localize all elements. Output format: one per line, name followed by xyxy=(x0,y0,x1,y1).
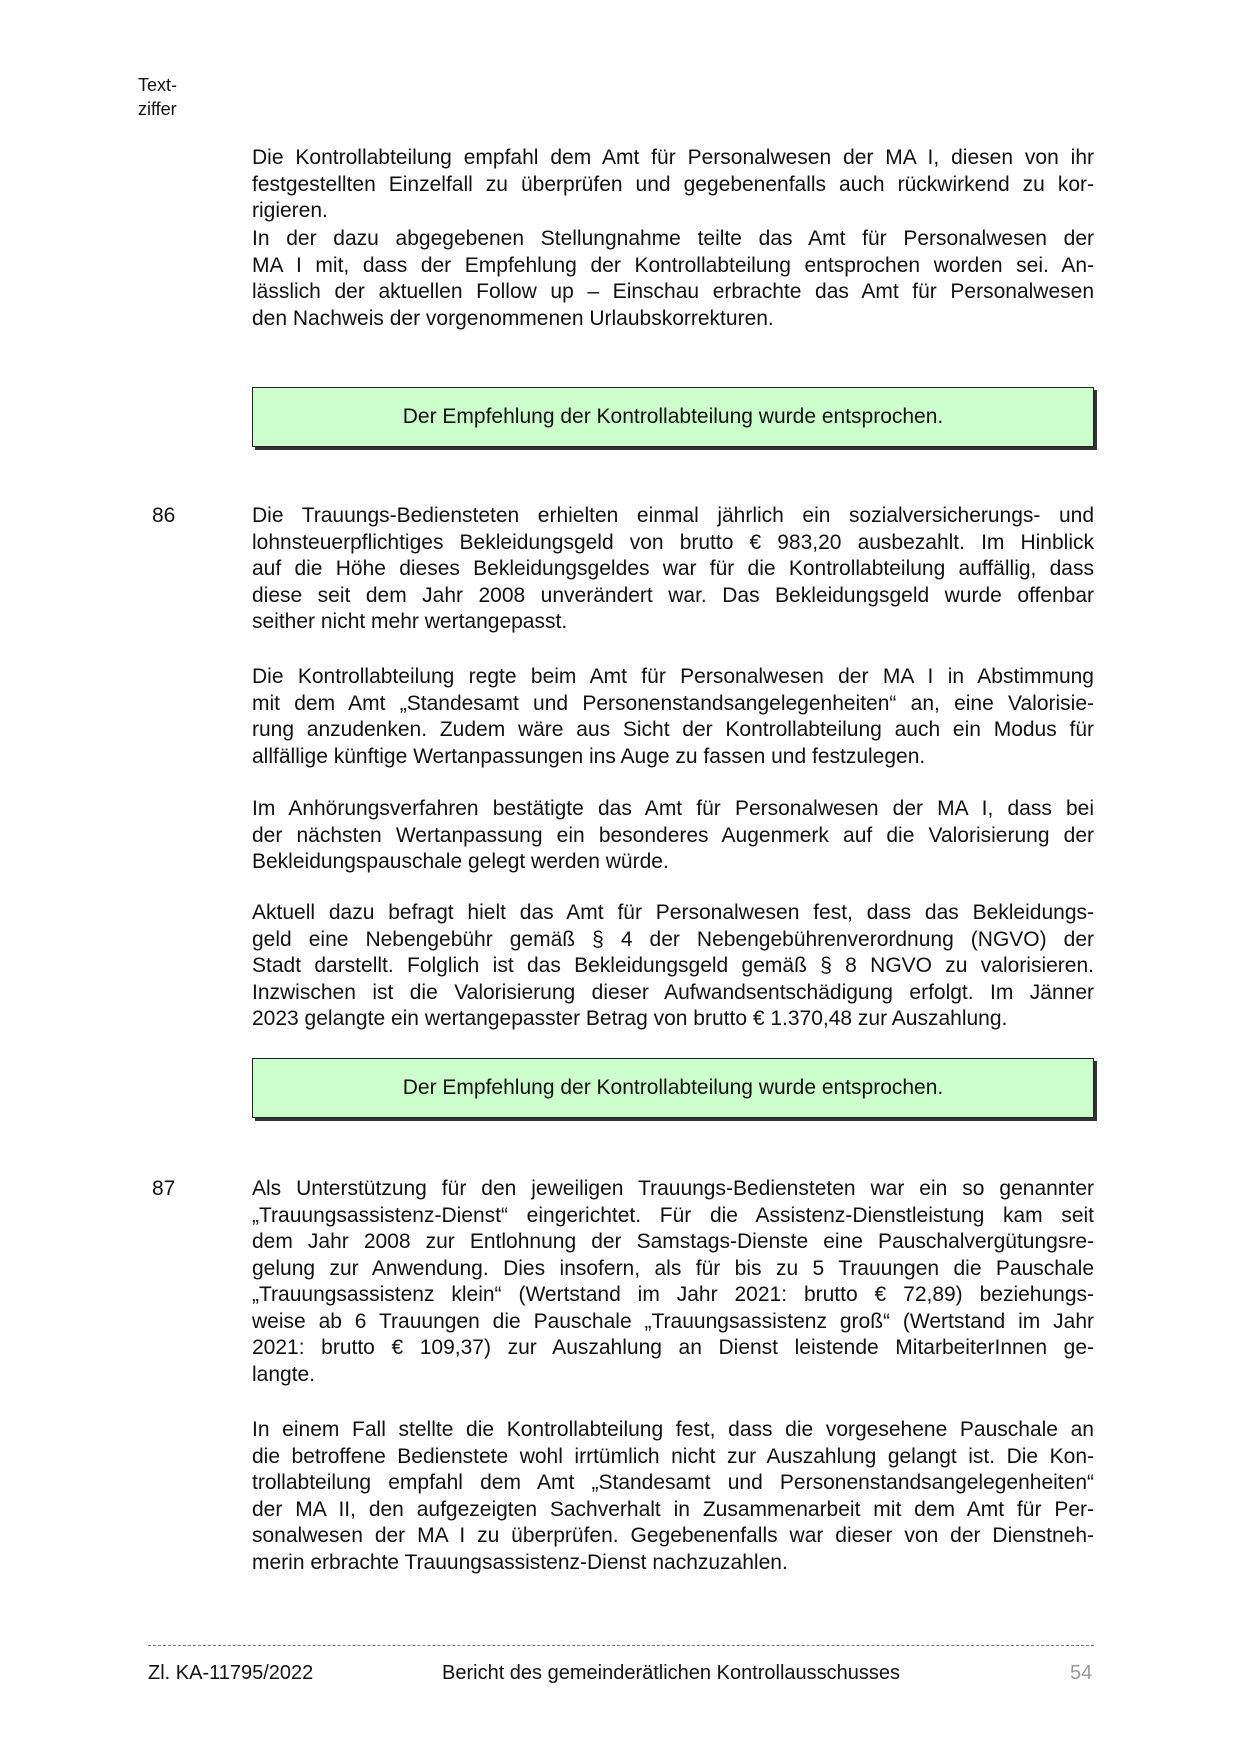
footer-report-title: Bericht des gemeinderätlichen Kontrollausschusses xyxy=(442,1662,901,1684)
textziffer-number: 86 xyxy=(152,504,176,527)
text-line: 2021: brutto € 109,37) zur Auszahlung an Dienst leistende MitarbeiterInnen ge- xyxy=(252,1336,1094,1359)
paragraph xyxy=(252,796,1094,876)
recommendation-status-box: Der Empfehlung der Kontrollabteilung wurde entsprochen. xyxy=(252,387,1094,447)
text-line: Inzwischen ist die Valorisierung dieser Aufwandsentschädigung erfolgt. Im Jänner xyxy=(252,980,1094,1004)
text-line: lohnsteuerpflichtiges Bekleidungsgeld von brutto € 983,20 ausbezahlt. Im Hinblick xyxy=(252,530,1094,554)
text-line: In der dazu abgegebenen Stellungnahme teilte das Amt für Personalwesen der xyxy=(252,227,1094,250)
paragraph xyxy=(252,503,1094,636)
text-line: seither nicht mehr wertangepasst. xyxy=(252,610,568,633)
page-number: 54 xyxy=(1070,1662,1093,1684)
text-line: Aktuell dazu befragt hielt das Amt für Personalwesen fest, dass das Bekleidungs- xyxy=(252,901,1094,924)
text-line: diese seit dem Jahr 2008 unverändert war. Das Bekleidungsgeld wurde offenbar xyxy=(252,583,1094,607)
text-line: geld eine Nebengebühr gemäß § 4 der Nebengebührenverordnung (NGVO) der xyxy=(252,927,1094,951)
text-line: der nächsten Wertanpassung ein besonderes Augenmerk auf die Valorisierung der xyxy=(252,823,1094,847)
margin-label-line1: Text- xyxy=(138,75,178,95)
text-line: sonalwesen der MA I zu überprüfen. Gegebenenfalls war dieser von der Dienstneh- xyxy=(252,1524,1094,1547)
text-line: gelung zur Anwendung. Dies insofern, als für bis zu 5 Trauungen die Pauschale xyxy=(252,1256,1094,1280)
text-line: Die Kontrollabteilung regte beim Amt für Personalwesen der MA I in Abstimmung xyxy=(252,665,1094,688)
text-line: Die Kontrollabteilung empfahl dem Amt für Personalwesen der MA I, diesen von ihr xyxy=(252,146,1094,169)
paragraph xyxy=(252,1176,1094,1388)
text-line: merin erbrachte Trauungsassistenz-Dienst nachzuzahlen. xyxy=(252,1550,788,1574)
text-line: „Trauungsassistenz klein“ (Wertstand im Jahr 2021: brutto € 72,89) beziehungs- xyxy=(252,1283,1094,1306)
margin-label-textziffer xyxy=(138,73,177,121)
text-line: rigieren. xyxy=(252,199,328,222)
text-line: mit dem Amt „Standesamt und Personenstandsangelegenheiten“ an, eine Valorisie- xyxy=(252,691,1094,715)
text-line: MA I mit, dass der Empfehlung der Kontrollabteilung entsprochen worden sei. An- xyxy=(252,253,1094,277)
text-line: weise ab 6 Trauungen die Pauschale „Trauungsassistenz groß“ (Wertstand im Jahr xyxy=(252,1309,1094,1333)
margin-label-line2: ziffer xyxy=(138,99,177,119)
text-line: „Trauungsassistenz-Dienst“ eingerichtet. Für die Assistenz-Dienstleistung kam seit xyxy=(252,1203,1094,1227)
text-line: 2023 gelangte ein wertangepasster Betrag von brutto € 1.370,48 zur Auszahlung. xyxy=(252,1007,1008,1030)
footer-divider xyxy=(148,1645,1094,1646)
text-line: Die Trauungs-Bediensteten erhielten einmal jährlich ein sozialversicherungs- und xyxy=(252,504,1094,527)
text-line: Im Anhörungsverfahren bestätigte das Amt für Personalwesen der MA I, dass bei xyxy=(252,797,1094,820)
text-line: auf die Höhe dieses Bekleidungsgeldes war für die Kontrollabteilung auffällig, dass xyxy=(252,557,1094,580)
text-line: der MA II, den aufgezeigten Sachverhalt in Zusammenarbeit mit dem Amt für Per- xyxy=(252,1497,1094,1521)
text-line: lässlich der aktuellen Follow up – Einschau erbrachte das Amt für Personalwesen xyxy=(252,280,1094,303)
text-line: trollabteilung empfahl dem Amt „Standesamt und Personenstandsangelegenheiten“ xyxy=(252,1471,1094,1494)
paragraph xyxy=(252,1417,1094,1576)
paragraph xyxy=(252,664,1094,770)
textziffer-number: 87 xyxy=(152,1177,176,1200)
footer-reference: Zl. KA-11795/2022 xyxy=(148,1662,314,1684)
recommendation-status-box: Der Empfehlung der Kontrollabteilung wurde entsprochen. xyxy=(252,1058,1094,1118)
text-line: den Nachweis der vorgenommenen Urlaubskorrekturen. xyxy=(252,306,774,330)
paragraph xyxy=(252,900,1094,1033)
text-line: In einem Fall stellte die Kontrollabteilung fest, dass die vorgesehene Pauschale an xyxy=(252,1418,1094,1441)
text-line: langte. xyxy=(252,1362,316,1386)
text-line: allfällige künftige Wertanpassungen ins Auge zu fassen und festzulegen. xyxy=(252,744,926,768)
paragraph xyxy=(252,226,1094,332)
text-line: rung anzudenken. Zudem wäre aus Sicht der Kontrollabteilung auch ein Modus für xyxy=(252,718,1094,741)
text-line: Stadt darstellt. Folglich ist das Bekleidungsgeld gemäß § 8 NGVO zu valorisieren. xyxy=(252,954,1094,977)
text-line: die betroffene Bedienstete wohl irrtümlich nicht zur Auszahlung gelangt ist. Die Kon- xyxy=(252,1444,1094,1468)
text-line: Als Unterstützung für den jeweiligen Trauungs-Bediensteten war ein so genannter xyxy=(252,1177,1094,1200)
text-line: festgestellten Einzelfall zu überprüfen und gegebenenfalls auch rückwirkend zu kor- xyxy=(252,172,1094,196)
text-line: Bekleidungspauschale gelegt werden würde. xyxy=(252,850,669,873)
paragraph xyxy=(252,145,1094,225)
text-line: dem Jahr 2008 zur Entlohnung der Samstags-Dienste eine Pauschalvergütungsre- xyxy=(252,1230,1094,1253)
